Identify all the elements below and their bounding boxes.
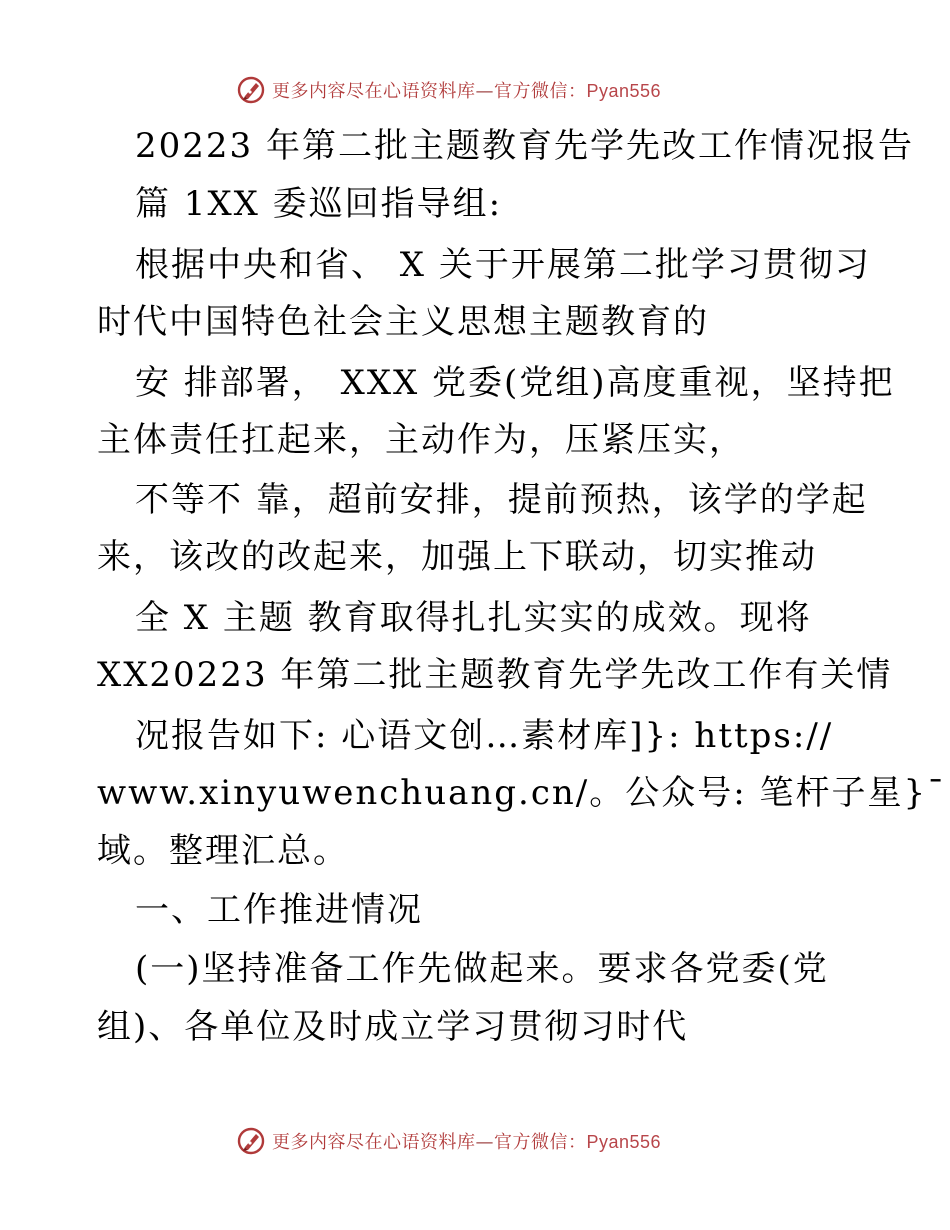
doc-line: 主体责任扛起来，主动作为，压紧压实， [97, 420, 745, 460]
section-heading: 一、工作推进情况 [135, 890, 423, 930]
banner-text-cn: 更多内容尽在心语资料库 [272, 81, 476, 102]
doc-line: (一)坚持准备工作先做起来。要求各党委(党 [135, 949, 829, 989]
banner-text [272, 77, 661, 103]
doc-line: 根据中央和省、 X 关于开展第二批学习贯彻习 [135, 245, 871, 285]
doc-line: 不等不 靠，超前安排，提前预热，该学的学起 [135, 480, 868, 520]
header-banner [236, 73, 716, 107]
doc-line: 来，该改的改起来，加强上下联动，切实推动 [97, 537, 817, 577]
doc-line: 组)、各单位及时成立学习贯彻习时代 [97, 1007, 689, 1047]
banner-separator: — [475, 81, 494, 102]
banner-wechat-id: Pyan556 [586, 1132, 662, 1152]
doc-title-line: 20223 年第二批主题教育先学先改工作情况报告 [135, 126, 914, 166]
banner-text-cn: 更多内容尽在心语资料库 [272, 1132, 476, 1153]
pen-circle-logo-icon [236, 1126, 266, 1156]
doc-line: www.xinyuwenchuang.cn/。公众号: 笔杆子星}¯ [97, 773, 947, 813]
pen-circle-logo-icon [236, 75, 266, 105]
doc-line: 况报告如下: 心语文创…素材库]}: https:// [135, 716, 834, 756]
banner-text [272, 1128, 661, 1154]
doc-line: 安 排部署， XXX 党委(党组)高度重视，坚持把 [135, 363, 895, 403]
banner-wechat-label: 官方微信： [494, 1132, 587, 1153]
doc-line: XX20223 年第二批主题教育先学先改工作有关情 [97, 655, 893, 695]
banner-separator: — [475, 1132, 494, 1153]
doc-line: 篇 1XX 委巡回指导组: [135, 184, 503, 224]
doc-line: 时代中国特色社会主义思想主题教育的 [97, 302, 709, 342]
banner-wechat-id: Pyan556 [586, 81, 662, 101]
banner-wechat-label: 官方微信： [494, 81, 587, 102]
doc-line: 全 X 主题 教育取得扎扎实实的成效。现将 [135, 598, 812, 638]
doc-line: 域。整理汇总。 [97, 831, 349, 871]
footer-banner [236, 1124, 716, 1158]
